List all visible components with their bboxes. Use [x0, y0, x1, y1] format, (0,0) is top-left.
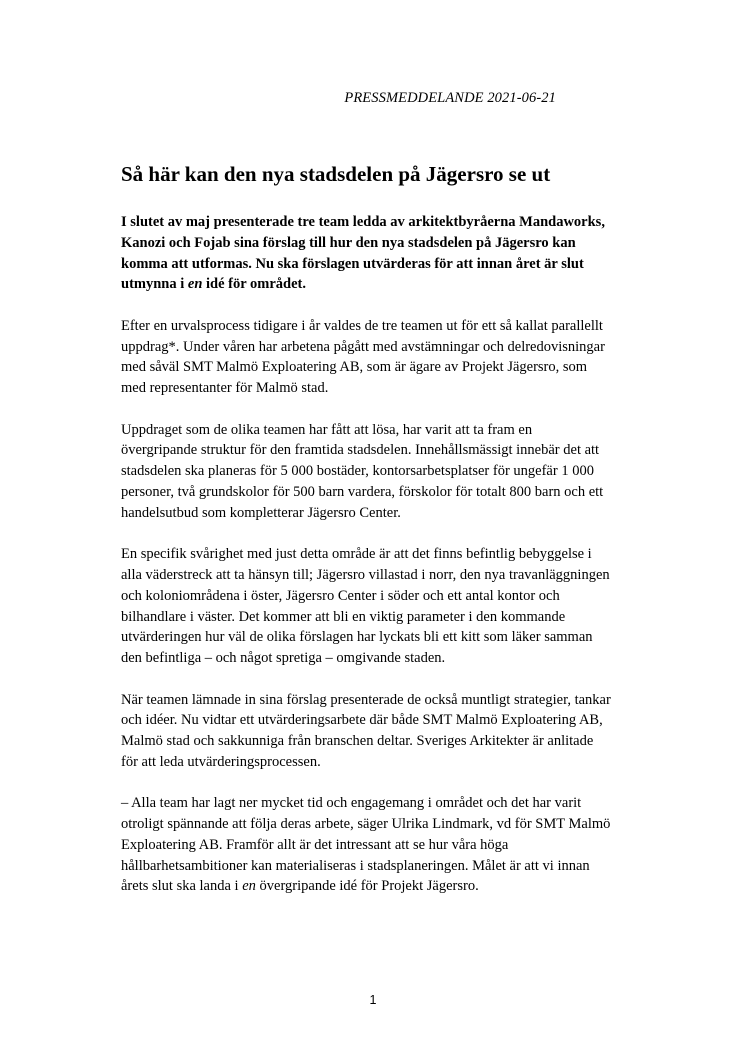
lead-emphasis: en — [187, 276, 203, 293]
quote-text-start: – Alla team har lagt ner mycket tid och engagemang i området och det har varit otroligt spännande att följa deras arbete, säger Ulrika Lindmark, vd för SMT Malmö Exploatering AB. Framför allt är det intressant att se hur våra höga hållbarhetsambitioner kan materialiseras i stadsplaneringen. Målet är att vi innan årets slut ska landa i — [121, 795, 611, 895]
body-paragraph-4: När teamen lämnade in sina förslag presenterade de också muntligt strategier, tankar och idéer. Nu vidtar ett utvärderingsarbete där både SMT Malmö Exploatering AB, Malmö stad och sakkunniga från branschen deltar. Sveriges Arkitekter är anlitade för att leda utvärderingsprocessen. — [121, 691, 611, 770]
lead-text-end: idé för området. — [202, 276, 307, 293]
body-paragraph-3: En specifik svårighet med just detta område är att det finns befintlig bebyggelse i alla väderstreck att ta hänsyn till; Jägersro villastad i norr, den nya travanläggningen och koloniområdena i öster, Jägersro Center i söder och ett antal kontor och bilhandlare i väster. Det kommer att bli en viktig parameter i den kommande utvärderingen hur väl de olika förslagen har lyckats bli ett kitt som läker samman den befintliga – och något spretiga – omgivande staden. — [121, 546, 610, 667]
lead-paragraph — [121, 212, 611, 295]
body-paragraph-1: Efter en urvalsprocess tidigare i år valdes de tre teamen ut för ett så kallat parallellt uppdrag*. Under våren har arbetena pågått med avstämningar och delredovisningar med såväl SMT Malmö Exploatering AB, som är ägare av Projekt Jägersro, som med representanter för Malmö stad. — [121, 317, 605, 397]
quote-text-end: övergripande idé för Projekt Jägersro. — [255, 878, 479, 895]
page-number: 1 — [369, 993, 377, 1007]
page-title: Så här kan den nya stadsdelen på Jägersro se ut — [121, 162, 551, 186]
quote-emphasis: en — [242, 878, 256, 895]
lead-text-start: I slutet av maj presenterade tre team ledda av arkitektbyråerna Mandaworks, Kanozi och Fojab sina förslag till hur den nya stadsdelen på Jägersro kan komma att utformas. Nu ska förslagen utvärderas för att innan året är slut utmynna i — [121, 214, 605, 293]
quote-paragraph — [121, 793, 611, 897]
article-body — [121, 212, 611, 918]
body-paragraph-2: Uppdraget som de olika teamen har fått att lösa, har varit att ta fram en övergripande struktur för den framtida stadsdelen. Innehållsmässigt innebär det att stadsdelen ska planeras för 5 000 bostäder, kontorsarbetsplatser för ungefär 1 000 personer, två grundskolor för 500 barn vardera, förskolor för totalt 800 barn och ett handelsutbud som kompletterar Jägersro Center. — [121, 421, 604, 521]
press-release-date-label: PRESSMEDDELANDE 2021-06-21 — [344, 90, 556, 106]
